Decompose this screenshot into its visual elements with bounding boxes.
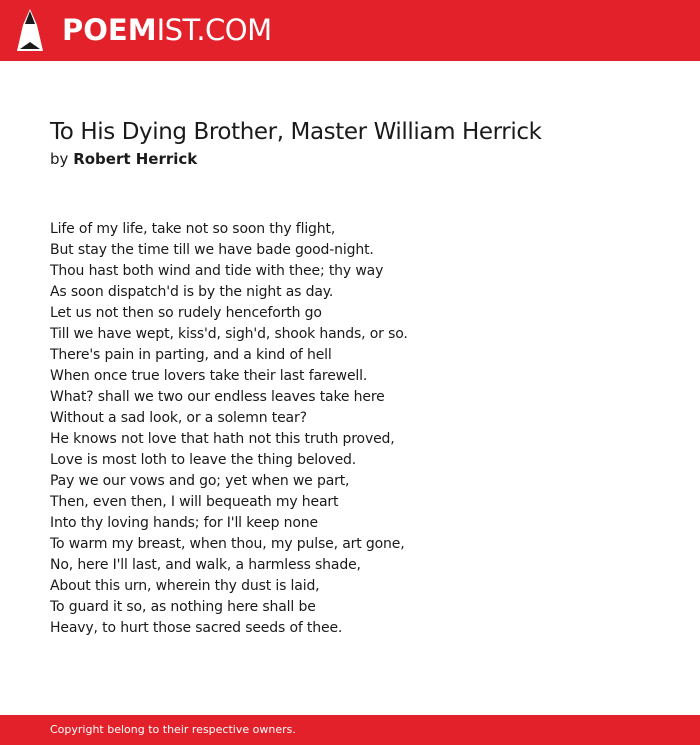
site-footer: [0, 715, 700, 745]
copyright-text: Copyright belong to their respective owners.: [50, 723, 296, 736]
poem-body: [50, 219, 408, 639]
poem-byline: [50, 149, 197, 169]
poem-line: Into thy loving hands; for I'll keep none: [50, 515, 318, 531]
logo-text-light: IST.COM: [156, 13, 272, 47]
poem-line: What? shall we two our endless leaves take here: [50, 389, 385, 405]
poem-line: Pay we our vows and go; yet when we part,: [50, 473, 350, 489]
poem-line: Heavy, to hurt those sacred seeds of thee.: [50, 620, 343, 636]
poem-line: No, here I'll last, and walk, a harmless shade,: [50, 557, 361, 573]
poem-line: As soon dispatch'd is by the night as day.: [50, 284, 334, 300]
author-name[interactable]: Robert Herrick: [73, 150, 198, 168]
poem-line: Life of my life, take not so soon thy flight,: [50, 221, 336, 237]
site-header: [0, 0, 700, 61]
pen-nib-icon[interactable]: [17, 9, 43, 51]
poem-line: He knows not love that hath not this truth proved,: [50, 431, 395, 447]
logo-text-bold: POEM: [62, 13, 157, 47]
poem-title: To His Dying Brother, Master William Herrick: [50, 119, 542, 145]
poem-line: To warm my breast, when thou, my pulse, art gone,: [50, 536, 405, 552]
poem-line: But stay the time till we have bade good-night.: [50, 242, 374, 258]
byline-prefix: by: [50, 150, 69, 168]
poem-line: Thou hast both wind and tide with thee; thy way: [50, 263, 384, 279]
poem-line: About this urn, wherein thy dust is laid,: [50, 578, 320, 594]
poem-line: Without a sad look, or a solemn tear?: [50, 410, 307, 426]
poem-line: Till we have wept, kiss'd, sigh'd, shook hands, or so.: [50, 326, 408, 342]
poem-line: There's pain in parting, and a kind of hell: [50, 347, 332, 363]
poem-line: Love is most loth to leave the thing beloved.: [50, 452, 357, 468]
poem-line: Then, even then, I will bequeath my heart: [50, 494, 339, 510]
poem-line: When once true lovers take their last farewell.: [50, 368, 368, 384]
poem-line: Let us not then so rudely henceforth go: [50, 305, 322, 321]
poem-line: To guard it so, as nothing here shall be: [50, 599, 316, 615]
site-logo[interactable]: [62, 12, 272, 48]
